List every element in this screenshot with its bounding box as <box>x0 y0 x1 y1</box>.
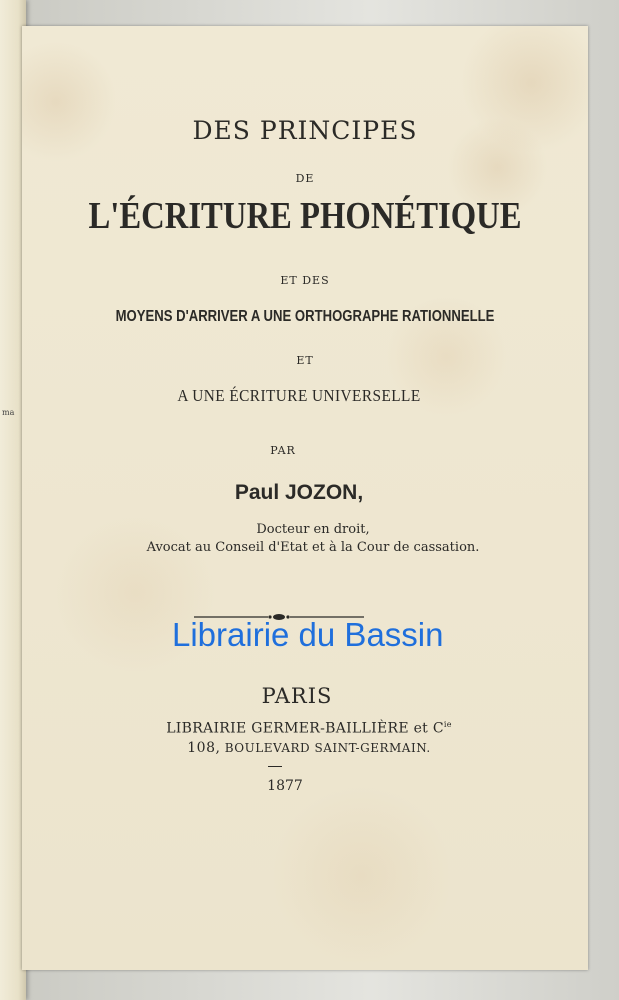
year-rule <box>268 766 282 767</box>
main-title: L'ÉCRITURE PHONÉTIQUE <box>88 195 522 237</box>
address-street: BOULEVARD SAINT-GERMAIN. <box>224 741 431 755</box>
title-line-de: DE <box>295 172 315 185</box>
title-page <box>22 26 588 970</box>
imprint-year: 1877 <box>267 778 303 794</box>
imprint-city: PARIS <box>261 684 333 708</box>
subtitle-moyens: MOYENS D'ARRIVER A UNE ORTHOGRAPHE RATIONNELLE <box>115 308 495 325</box>
title-line-des-principes: DES PRINCIPES <box>192 116 418 145</box>
subtitle-ecriture-universelle: A UNE ÉCRITURE UNIVERSELLE <box>177 386 421 405</box>
author-credential-docteur: Docteur en droit, <box>256 522 370 537</box>
imprint-publisher <box>26 720 592 737</box>
author-name: Paul JOZON, <box>234 481 364 504</box>
title-line-et: ET <box>296 354 314 367</box>
publisher-superscript: ie <box>443 720 452 729</box>
author-credential-avocat: Avocat au Conseil d'Etat et à la Cour de cassation. <box>146 540 480 555</box>
address-number: 108, <box>187 740 221 756</box>
watermark-librairie-du-bassin: Librairie du Bassin <box>172 616 444 653</box>
imprint-address <box>26 740 592 756</box>
publisher-name: LIBRAIRIE GERMER-BAILLIÈRE et C <box>166 720 444 737</box>
left-page-mark: ma <box>2 408 15 417</box>
title-line-par: PAR <box>270 444 296 457</box>
title-line-et-des: ET DES <box>280 274 330 287</box>
